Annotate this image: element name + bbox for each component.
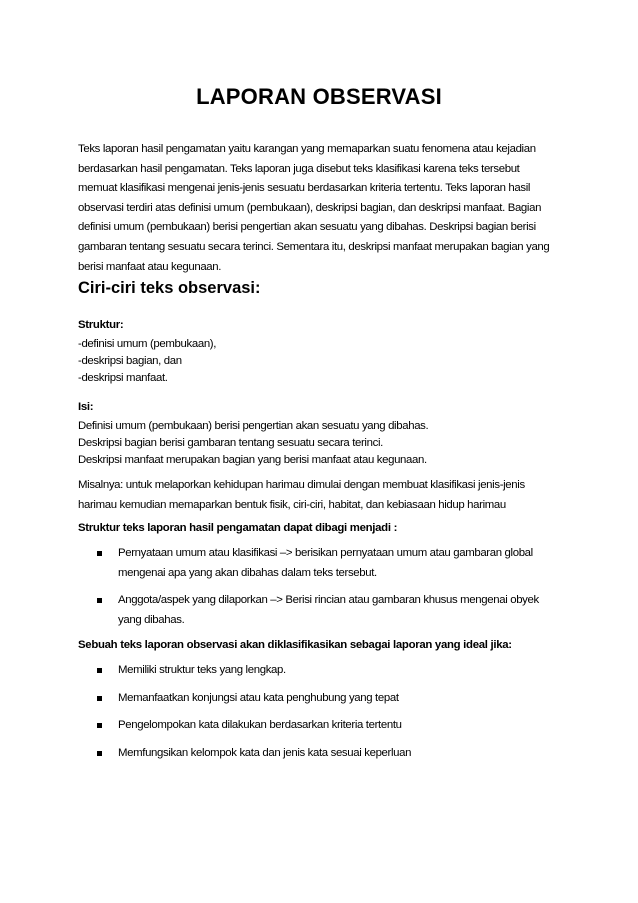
section-heading: Ciri-ciri teks observasi: xyxy=(78,279,261,297)
isi-label: Isi: xyxy=(78,401,94,413)
bullet-line: Anggota/aspek yang dilaporkan –> Berisi rincian atau gambaran khusus mengenai obyek xyxy=(118,594,539,607)
example-line: harimau kemudian memaparkan bentuk fisik, ciri-ciri, habitat, dan kebiasaan hidup harimau xyxy=(78,498,506,511)
struktur-bullet-list xyxy=(78,544,562,630)
bullet-line: Memanfaatkan konjungsi atau kata penghubung yang tepat xyxy=(118,691,399,704)
list-item xyxy=(78,744,562,764)
bullet-square-icon xyxy=(97,668,102,673)
ideal-bullet-list xyxy=(78,661,562,763)
struktur-list xyxy=(78,336,216,386)
bullet-line: Memiliki struktur teks yang lengkap. xyxy=(118,664,286,676)
list-item: -deskripsi manfaat. xyxy=(78,371,168,384)
isi-list xyxy=(78,418,428,468)
intro-paragraph xyxy=(78,140,562,277)
list-item: -definisi umum (pembukaan), xyxy=(78,338,217,350)
list-item: Deskripsi manfaat merupakan bagian yang berisi manfaat atau kegunaan. xyxy=(78,453,427,466)
example-paragraph xyxy=(78,476,562,515)
intro-line: Teks laporan hasil pengamatan yaitu karangan yang memaparkan suatu fenomena atau kejadian xyxy=(78,143,536,155)
example-line: Misalnya: untuk melaporkan kehidupan harimau dimulai dengan membuat klasifikasi jenis-jenis xyxy=(78,479,525,491)
bullet-line: mengenai apa yang akan dibahas dalam teks tersebut. xyxy=(118,566,377,579)
ideal-heading: Sebuah teks laporan observasi akan diklasifikasikan sebagai laporan yang ideal jika: xyxy=(78,639,512,651)
bullet-square-icon xyxy=(97,696,102,701)
bullet-square-icon xyxy=(97,751,102,756)
intro-line: berdasarkan hasil pengamatan. Teks laporan juga disebut teks klasifikasi karena teks tersebut xyxy=(78,162,520,175)
intro-line: gambaran tentang sesuatu secara terinci. Sementara itu, deskripsi manfaat merupakan bagian yang xyxy=(78,240,550,253)
bullet-square-icon xyxy=(97,551,102,556)
bullet-line: yang dibahas. xyxy=(118,613,185,626)
intro-line: berisi manfaat atau kegunaan. xyxy=(78,260,222,273)
struktur-label: Struktur: xyxy=(78,319,124,331)
list-item xyxy=(78,544,562,583)
bullet-line: Pengelompokan kata dilakukan berdasarkan kriteria tertentu xyxy=(118,719,402,732)
intro-line: definisi umum (pembukaan) berisi pengertian akan sesuatu yang dibahas. Deskripsi bagian berisi xyxy=(78,221,536,234)
list-item xyxy=(78,716,562,736)
bullet-line: Pernyataan umum atau klasifikasi –> berisikan pernyataan umum atau gambaran global xyxy=(118,547,533,559)
bullet-line: Memfungsikan kelompok kata dan jenis kata sesuai keperluan xyxy=(118,746,412,759)
bullet-square-icon xyxy=(97,598,102,603)
struktur-heading: Struktur teks laporan hasil pengamatan dapat dibagi menjadi : xyxy=(78,522,398,534)
list-item xyxy=(78,591,562,630)
list-item: -deskripsi bagian, dan xyxy=(78,354,182,367)
list-item xyxy=(78,661,562,681)
list-item: Deskripsi bagian berisi gambaran tentang sesuatu secara terinci. xyxy=(78,436,383,449)
list-item: Definisi umum (pembukaan) berisi pengertian akan sesuatu yang dibahas. xyxy=(78,420,429,432)
list-item xyxy=(78,689,562,709)
bullet-square-icon xyxy=(97,723,102,728)
intro-line: observasi terdiri atas definisi umum (pembukaan), deskripsi bagian, dan deskripsi manfaat. Bagian xyxy=(78,201,542,214)
document-title: LAPORAN OBSERVASI xyxy=(196,84,442,109)
intro-line: memuat klasifikasi mengenai jenis-jenis sesuatu berdasarkan kriteria tertentu. Teks laporan hasil xyxy=(78,182,531,195)
